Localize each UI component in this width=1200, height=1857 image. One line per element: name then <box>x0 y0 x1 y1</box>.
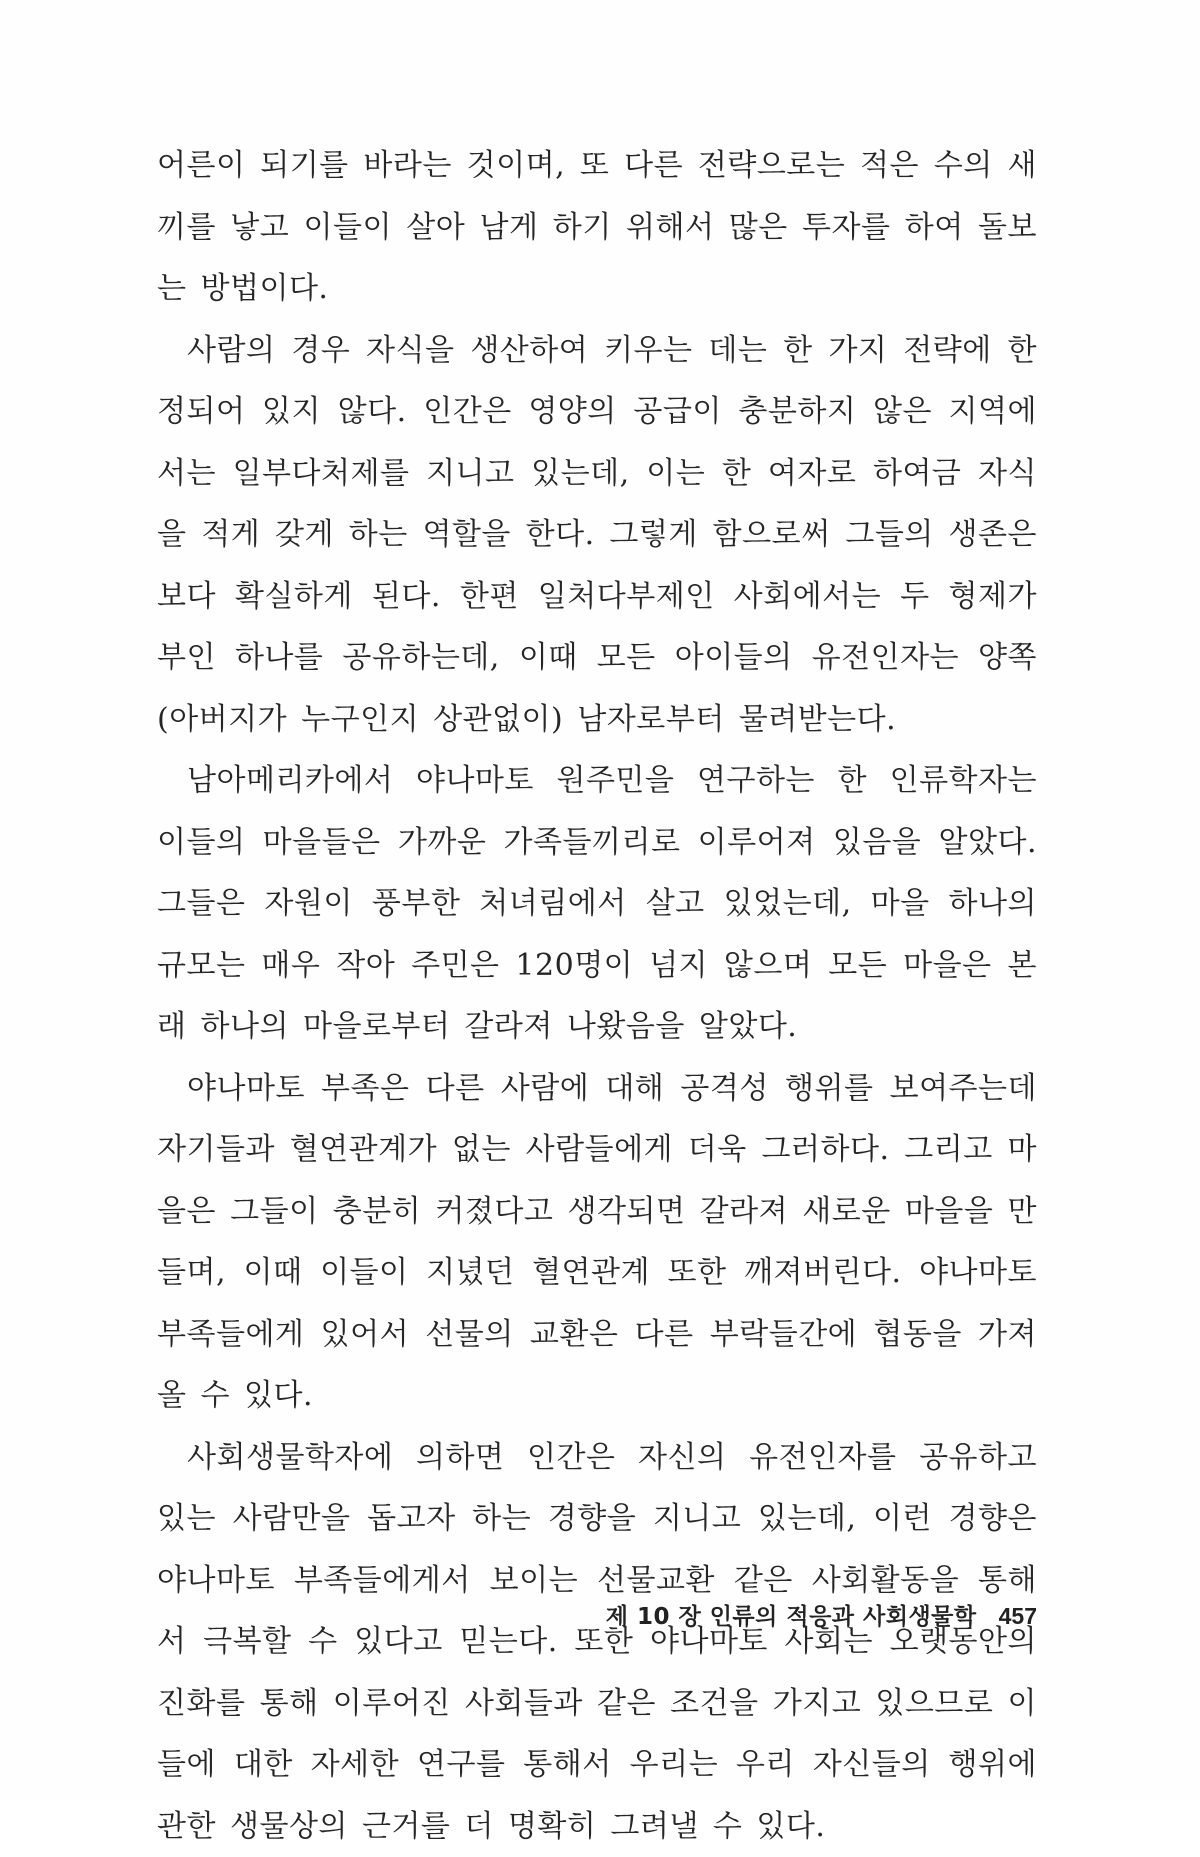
paragraph-1: 어른이 되기를 바라는 것이며, 또 다른 전략으로는 적은 수의 새끼를 낳고 이들이 살아 남게 하기 위해서 많은 투자를 하여 돌보는 방법이다. <box>157 135 1037 320</box>
chapter-title: 제 10 장 인류의 적응과 사회생물학 <box>606 1604 977 1630</box>
paragraph-3: 남아메리카에서 야나마토 원주민을 연구하는 한 인류학자는 이들의 마을들은 가까운 가족들끼리로 이루어져 있음을 알았다. 그들은 자원이 풍부한 처녀림에서 살고 있었는데, 마을 하나의 규모는 매우 작아 주민은 120명이 넘지 않으며 모든 마을은 본래 하나의 마을로부터 갈라져 나왔음을 알았다. <box>157 750 1037 1058</box>
page-number: 457 <box>999 1603 1037 1629</box>
paragraph-4: 야나마토 부족은 다른 사람에 대해 공격성 행위를 보여주는데 자기들과 혈연관계가 없는 사람들에게 더욱 그러하다. 그리고 마을은 그들이 충분히 커졌다고 생각되면 갈라져 새로운 마을을 만들며, 이때 이들이 지녔던 혈연관계 또한 깨져버린다. 야나마토 부족들에게 있어서 선물의 교환은 다른 부락들간에 협동을 가져올 수 있다. <box>157 1058 1037 1427</box>
page-footer <box>606 1598 1037 1631</box>
paragraph-5: 사회생물학자에 의하면 인간은 자신의 유전인자를 공유하고 있는 사람만을 돕고자 하는 경향을 지니고 있는데, 이런 경향은 야나마토 부족들에게서 보이는 선물교환 같은 사회활동을 통해서 극복할 수 있다고 믿는다. 또한 야나마토 사회는 오랫동안의 진화를 통해 이루어진 사회들과 같은 조건을 가지고 있으므로 이들에 대한 자세한 연구를 통해서 우리는 우리 자신들의 행위에 관한 생물상의 근거를 더 명확히 그려낼 수 있다. <box>157 1427 1037 1857</box>
paragraph-2: 사람의 경우 자식을 생산하여 키우는 데는 한 가지 전략에 한정되어 있지 않다. 인간은 영양의 공급이 충분하지 않은 지역에서는 일부다처제를 지니고 있는데, 이는 한 여자로 하여금 자식을 적게 갖게 하는 역할을 한다. 그렇게 함으로써 그들의 생존은 보다 확실하게 된다. 한편 일처다부제인 사회에서는 두 형제가 부인 하나를 공유하는데, 이때 모든 아이들의 유전인자는 양쪽(아버지가 누구인지 상관없이) 남자로부터 물려받는다. <box>157 320 1037 751</box>
